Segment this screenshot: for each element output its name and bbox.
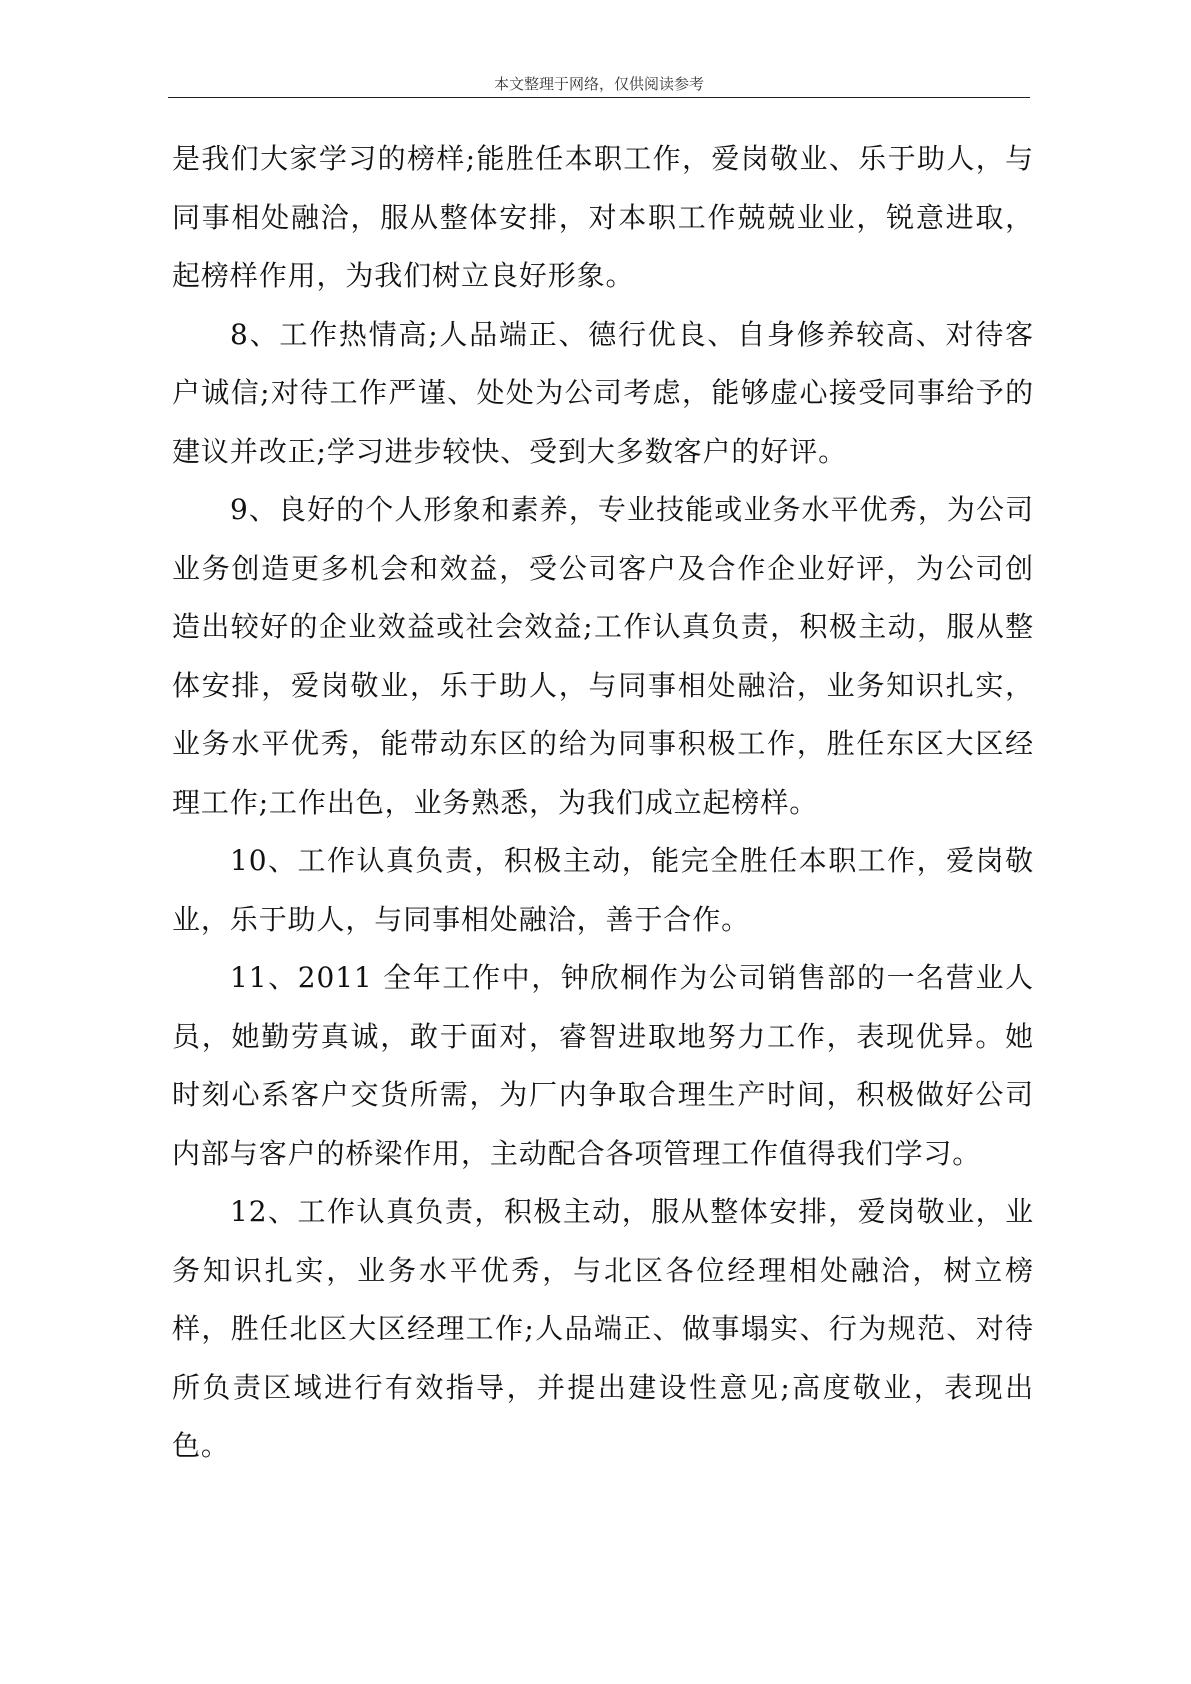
paragraph-item-12: 12、工作认真负责，积极主动，服从整体安排，爱岗敬业，业务知识扎实，业务水平优秀，与北区各位经理相处融洽，树立榜样，胜任北区大区经理工作;人品端正、做事塌实、行为规范、对待所负责区域进行有效指导，并提出建设性意见;高度敬业，表现出色。: [172, 1195, 1034, 1462]
header-divider: [168, 97, 1030, 98]
paragraph-item-11: 11、2011 全年工作中，钟欣桐作为公司销售部的一名营业人员，她勤劳真诚，敢于面对，睿智进取地努力工作，表现优异。她时刻心系客户交货所需，为厂内争取合理生产时间，积极做好公司内部与客户的桥梁作用，主动配合各项管理工作值得我们学习。: [172, 961, 1034, 1170]
paragraph-item-9: 9、良好的个人形象和素养，专业技能或业务水平优秀，为公司业务创造更多机会和效益，受公司客户及合作企业好评，为公司创造出较好的企业效益或社会效益;工作认真负责，积极主动，服从整体安排，爱岗敬业，乐于助人，与同事相处融洽，业务知识扎实，业务水平优秀，能带动东区的给为同事积极工作，胜任东区大区经理工作;工作出色，业务熟悉，为我们成立起榜样。: [172, 493, 1034, 819]
paragraph-item-8: 8、工作热情高;人品端正、德行优良、自身修养较高、对待客户诚信;对待工作严谨、处处为公司考虑，能够虚心接受同事给予的建议并改正;学习进步较快、受到大多数客户的好评。: [172, 317, 1034, 468]
paragraph-continuation: 是我们大家学习的榜样;能胜任本职工作，爱岗敬业、乐于助人，与同事相处融洽，服从整体安排，对本职工作兢兢业业，锐意进取，起榜样作用，为我们树立良好形象。: [172, 142, 1034, 292]
paragraph-item-10: 10、工作认真负责，积极主动，能完全胜任本职工作，爱岗敬业，乐于助人，与同事相处融洽，善于合作。: [172, 844, 1034, 936]
document-body: [172, 130, 1034, 1476]
page-header: 本文整理于网络，仅供阅读参考: [493, 75, 704, 93]
